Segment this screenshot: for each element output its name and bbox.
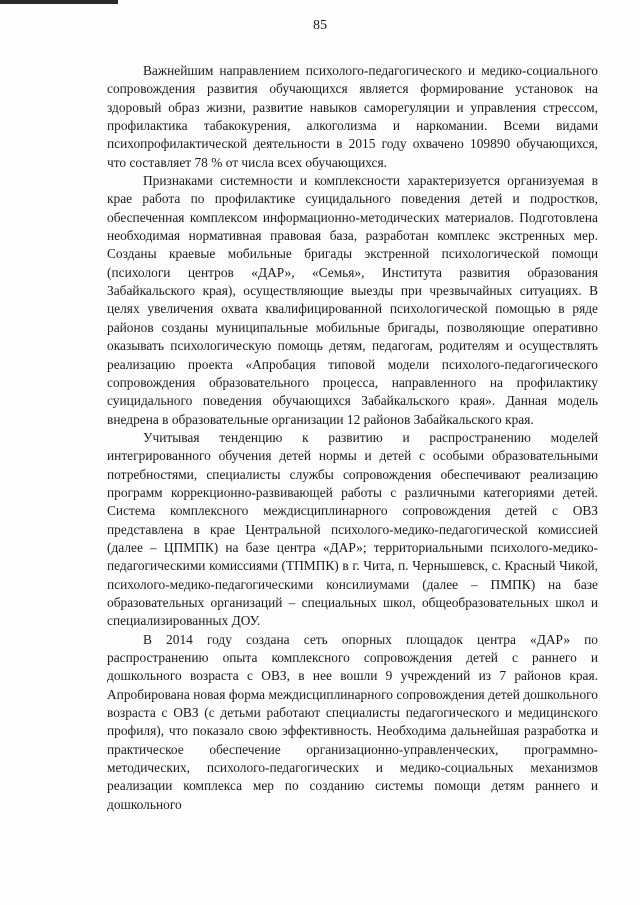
paragraph-support-network: В 2014 году создана сеть опорных площадок центра «ДАР» по распространению опыта комплексного сопровождения детей с раннего и дошкольного возраста с ОВЗ, в нее вошли 9 учреждений из 7 районов края. Апробирована новая форма междисциплинарного сопровождения детей дошкольного возраста с ОВЗ (с детьми работают специалисты педагогического и медицинского профиля), что показало свою эффективность. Необходима дальнейшая разработка и практическое обеспечение организационно-управленческих, программно-методических, психолого-педагогических и медико-социальных механизмов реализации комплекса мер по созданию системы помощи детям раннего и дошкольного [107,631,598,812]
paragraph-inclusive-support: Учитывая тенденцию к развитию и распространению моделей интегрированного обучения детей нормы и детей с особыми образовательными потребностями, специалисты службы сопровождения обеспечивают реализацию программ коррекционно-развивающей работы с различными категориями детей. Система комплексного междисциплинарного сопровождения детей с ОВЗ представлена в крае Центральной психолого-медико-педагогической комиссией (далее – ЦПМПК) на базе центра «ДАР»; территориальными психолого-медико-педагогическими комиссиями (ТПМПК) в г. Чита, п. Чернышевск, с. Красный Чикой, психолого-медико-педагогическими консилиумами (далее – ПМПК) на базе образовательных организаций – специальных школ, общеобразовательных школ и специализированных ДОУ. [107,429,598,629]
paragraph-psychoprophylaxis: Важнейшим направлением психолого-педагогического и медико-социального сопровождения развития обучающихся является формирование установок на здоровый образ жизни, развитие навыков саморегуляции и управления стрессом, профилактика табакокурения, алкоголизма и наркомании. Всеми видами психопрофилактической деятельности в 2015 году охвачено 109890 обучающихся, что составляет 78 % от числа всех обучающихся. [107,63,598,170]
page-number: 85 [313,18,327,33]
paragraph-suicide-prevention: Признаками системности и комплексности характеризуется организуемая в крае работа по профилактике суицидального поведения детей и подростков, обеспеченная комплексом информационно-методических материалов. Подготовлена необходимая нормативная правовая база, разработан комплекс экстренных мер. Созданы краевые мобильные бригады экстренной психологической помощи (психологи центров «ДАР», «Семья», Института развития образования Забайкальского края), осуществляющие выезды при чрезвычайных ситуациях. В целях увеличения охвата квалифицированной психологической помощью в ряде районов созданы муниципальные мобильные бригады, позволяющие оперативно оказывать психологическую помощь детям, педагогам, родителям и осуществлять реализацию проекта «Апробация типовой модели психолого-педагогического сопровождения образовательного процесса, направленного на профилактику суицидального поведения обучающихся Забайкальского края». Данная модель внедрена в образовательные организации 12 районов Забайкальского края. [107,173,598,427]
scan-edge-mark [0,0,118,4]
document-body [107,62,598,814]
